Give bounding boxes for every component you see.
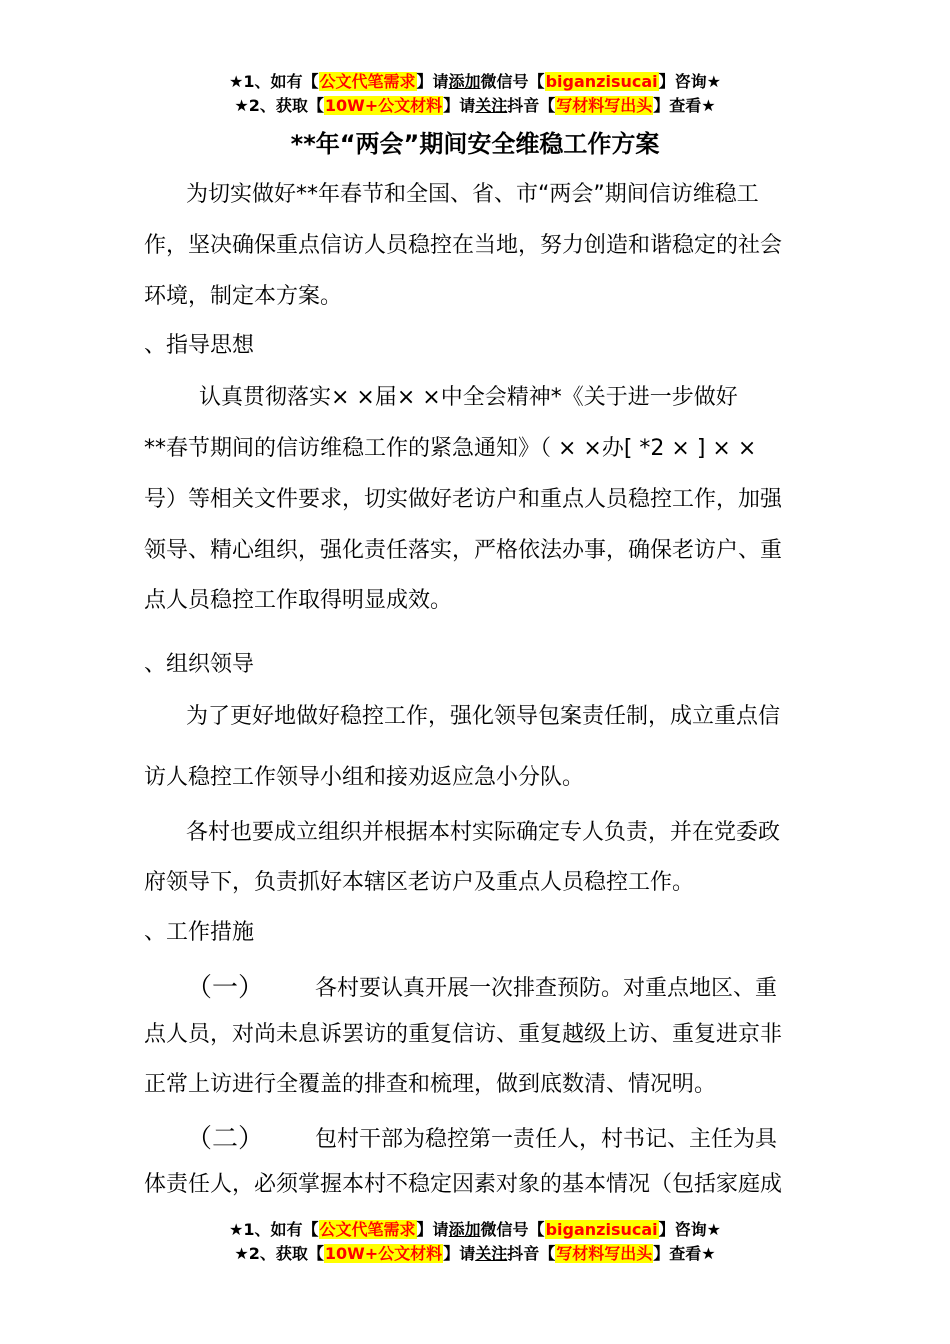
promo-text: 】请 (416, 72, 449, 91)
promo-text: 】查看★ (653, 96, 716, 115)
promo-text: 】咨询★ (658, 72, 721, 91)
promo-line-1 (0, 1218, 950, 1242)
paragraph-line: **春节期间的信访维稳工作的紧急通知》（ × ×办[ *2 × ] × × (144, 436, 757, 461)
paragraph-line: 领导、精心组织，强化责任落实，严格依法办事，确保老访户、重 (144, 538, 783, 563)
promo-highlight: 公文代笔需求 (319, 1220, 416, 1239)
paragraph-line: 为了更好地做好稳控工作，强化领导包案责任制，成立重点信 (186, 704, 781, 729)
promo-line-2 (0, 94, 950, 118)
paragraph-line: 点人员，对尚未息诉罢访的重复信访、重复越级上访、重复进京非 (144, 1022, 783, 1047)
promo-text: 】请 (443, 1244, 476, 1263)
paragraph-line: 点人员稳控工作取得明显成效。 (144, 588, 453, 613)
promo-text: ★1、如有【 (229, 1220, 319, 1239)
promo-underlined: 关注 (475, 1244, 508, 1263)
promo-highlight: 公文代笔需求 (319, 72, 416, 91)
paragraph-line: 府领导下，负责抓好本辖区老访户及重点人员稳控工作。 (144, 870, 695, 895)
footer-promo-banner (0, 1218, 950, 1266)
promo-underlined: 关注 (475, 96, 508, 115)
paragraph-line: 环境，制定本方案。 (144, 284, 343, 309)
promo-text: ★2、获取【 (234, 96, 324, 115)
section-heading-organization: 、组织领导 (144, 652, 255, 677)
header-promo-banner (0, 70, 950, 118)
section-heading-measures: 、工作措施 (144, 920, 255, 945)
promo-text: 抖音【 (507, 1244, 556, 1263)
paragraph-line: 访人稳控工作领导小组和接劝返应急小分队。 (144, 765, 585, 790)
promo-underlined: 添加 (448, 1220, 481, 1239)
document-title: **年“两会”期间安全维稳工作方案 (290, 130, 660, 158)
list-number-2: （二） (186, 1124, 265, 1154)
promo-highlight: 10W+公文材料 (324, 1244, 443, 1263)
promo-wechat-id: biganzisucai (545, 72, 658, 91)
promo-text: 】查看★ (653, 1244, 716, 1263)
promo-text: 微信号【 (480, 72, 545, 91)
promo-wechat-id: biganzisucai (545, 1220, 658, 1239)
promo-douyin-name: 写材料写出头 (556, 96, 653, 115)
paragraph-line: 各村要认真开展一次排查预防。对重点地区、重 (315, 976, 778, 1001)
promo-text: 抖音【 (507, 96, 556, 115)
list-number-1: （一） (186, 973, 265, 1003)
promo-douyin-name: 写材料写出头 (556, 1244, 653, 1263)
promo-highlight: 10W+公文材料 (324, 96, 443, 115)
promo-text: ★1、如有【 (229, 72, 319, 91)
promo-line-1 (0, 70, 950, 94)
paragraph-line: 号）等相关文件要求，切实做好老访户和重点人员稳控工作，加强 (144, 487, 783, 512)
promo-text: 】咨询★ (658, 1220, 721, 1239)
promo-text: 微信号【 (480, 1220, 545, 1239)
section-heading-guiding-ideology: 、指导思想 (144, 333, 255, 358)
paragraph-line: 各村也要成立组织并根据本村实际确定专人负责，并在党委政 (186, 820, 781, 845)
paragraph-line: 为切实做好**年春节和全国、省、市“两会”期间信访维稳工 (186, 182, 759, 207)
paragraph-line: 体责任人，必须掌握本村不稳定因素对象的基本情况（包括家庭成 (144, 1172, 783, 1197)
paragraph-line: 正常上访进行全覆盖的排查和梳理，做到底数清、情况明。 (144, 1072, 717, 1097)
paragraph-line: 包村干部为稳控第一责任人，村书记、主任为具 (315, 1127, 778, 1152)
promo-text: 】请 (416, 1220, 449, 1239)
paragraph-line: 认真贯彻落实× ×届× ×中全会精神*《关于进一步做好 (199, 385, 738, 410)
paragraph-line: 作，坚决确保重点信访人员稳控在当地，努力创造和谐稳定的社会 (144, 233, 783, 258)
promo-underlined: 添加 (448, 72, 481, 91)
promo-text: 】请 (443, 96, 476, 115)
promo-line-2 (0, 1242, 950, 1266)
promo-text: ★2、获取【 (234, 1244, 324, 1263)
